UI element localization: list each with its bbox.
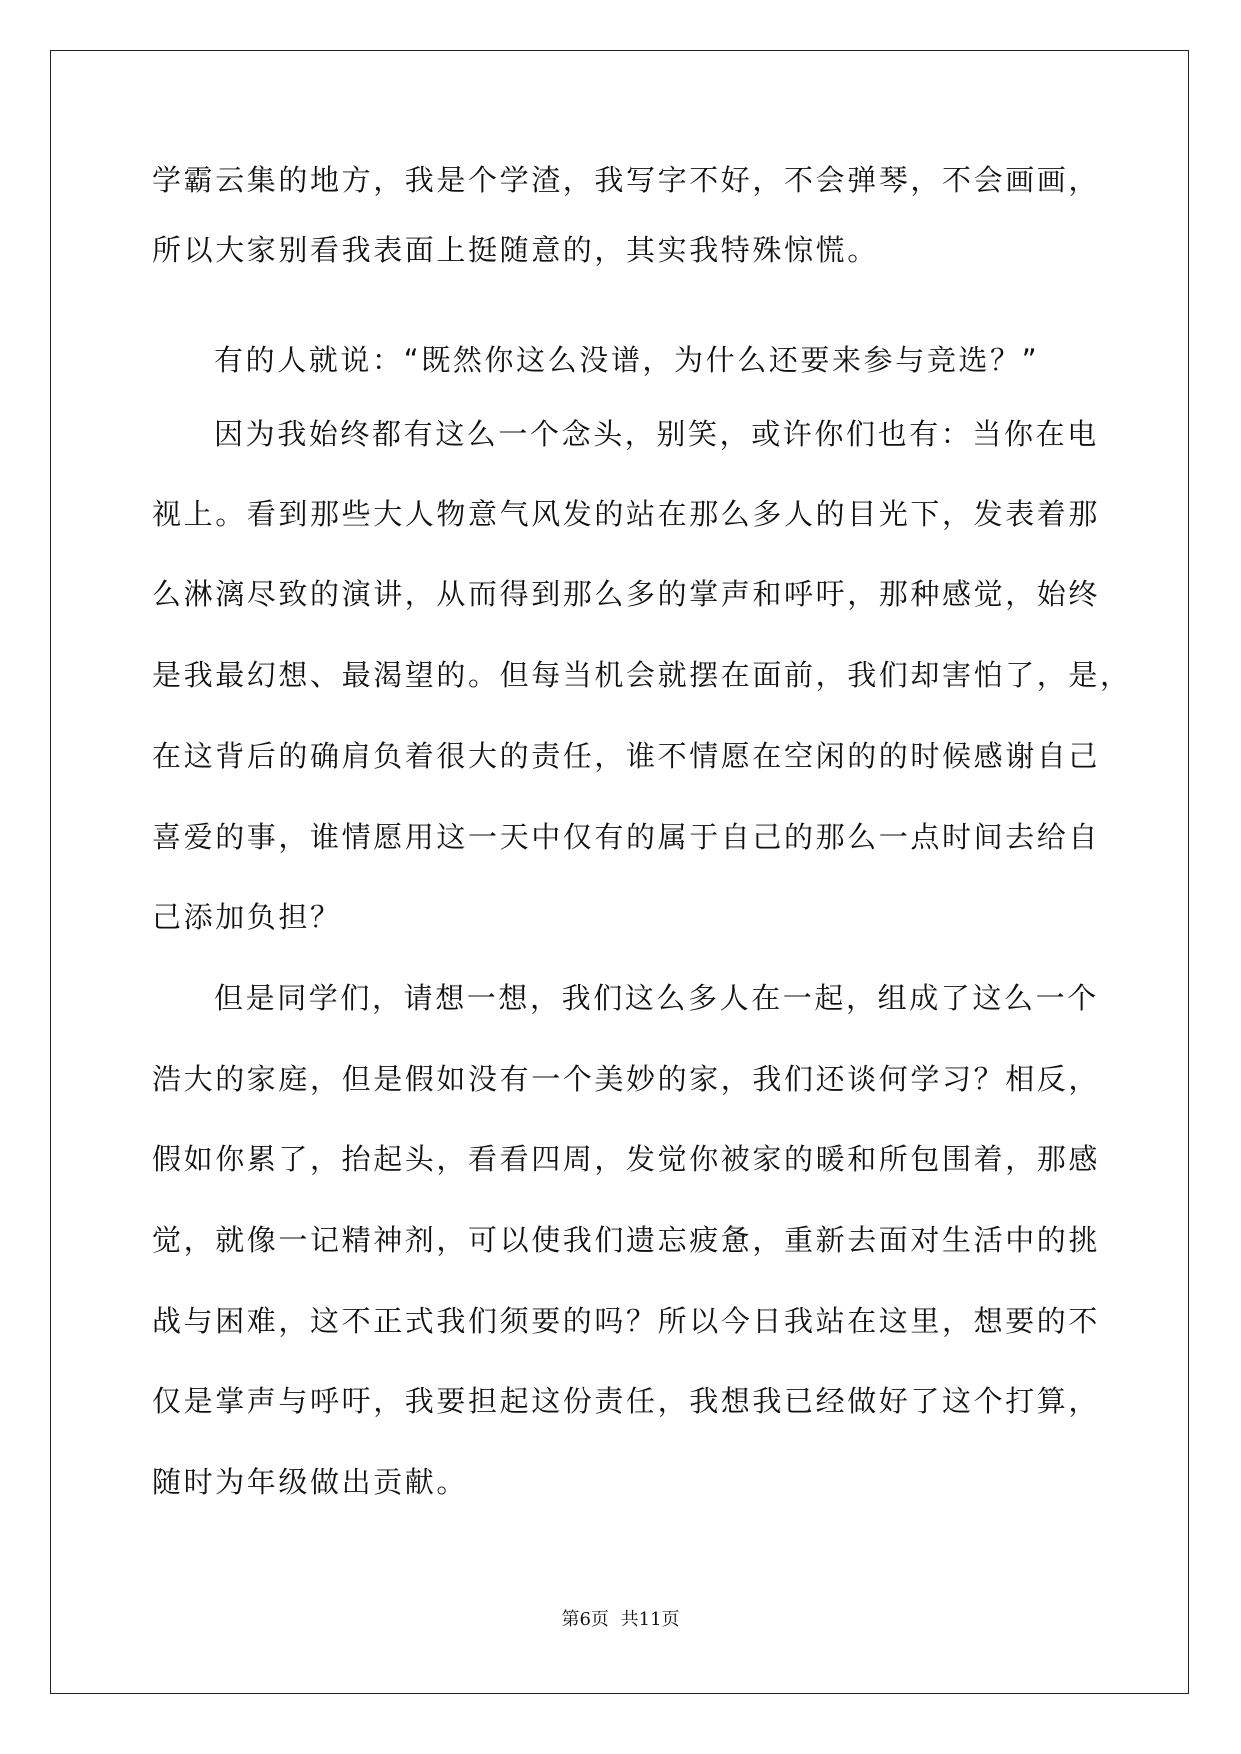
text-line: 喜爱的事，谁情愿用这一天中仅有的属于自己的那么一点时间去给自	[152, 820, 1101, 854]
text-line: 假如你累了，抬起头，看看四周，发觉你被家的暖和所包围着，那感	[152, 1142, 1101, 1176]
text-line: 战与困难，这不正式我们须要的吗？所以今日我站在这里，想要的不	[152, 1304, 1101, 1338]
text-line: 随时为年级做出贡献。	[152, 1465, 469, 1499]
text-line: 己添加负担？	[152, 900, 342, 934]
total-page-count: 共11页	[620, 1609, 680, 1630]
text-line: 但是同学们，请想一想，我们这么多人在一起，组成了这么一个	[214, 981, 1099, 1015]
text-line: 因为我始终都有这么一个念头，别笑，或许你们也有：当你在电	[214, 417, 1099, 451]
page-border	[50, 50, 1189, 1694]
page-footer	[0, 1608, 1241, 1632]
text-line: 觉，就像一记精神剂，可以使我们遗忘疲惫，重新去面对生活中的挑	[152, 1223, 1101, 1257]
text-line: 视上。看到那些大人物意气风发的站在那么多人的目光下，发表着那	[152, 497, 1101, 531]
text-line: 么淋漓尽致的演讲，从而得到那么多的掌声和呼吁，那种感觉，始终	[152, 577, 1101, 611]
current-page-number: 第6页	[561, 1609, 609, 1630]
text-line: 仅是掌声与呼吁，我要担起这份责任，我想我已经做好了这个打算，	[152, 1384, 1101, 1418]
text-line: 浩大的家庭，但是假如没有一个美妙的家，我们还谈何学习？相反，	[152, 1062, 1101, 1096]
text-line: 学霸云集的地方，我是个学渣，我写字不好，不会弹琴，不会画画，	[152, 163, 1101, 197]
text-line: 有的人就说：“既然你这么没谱，为什么还要来参与竞选？”	[214, 343, 1040, 377]
text-line: 在这背后的确肩负着很大的责任，谁不情愿在空闲的的时候感谢自己	[152, 739, 1101, 773]
text-line: 是我最幻想、最渴望的。但每当机会就摆在面前，我们却害怕了，是，	[152, 658, 1132, 692]
text-line: 所以大家别看我表面上挺随意的，其实我特殊惊慌。	[152, 233, 879, 267]
